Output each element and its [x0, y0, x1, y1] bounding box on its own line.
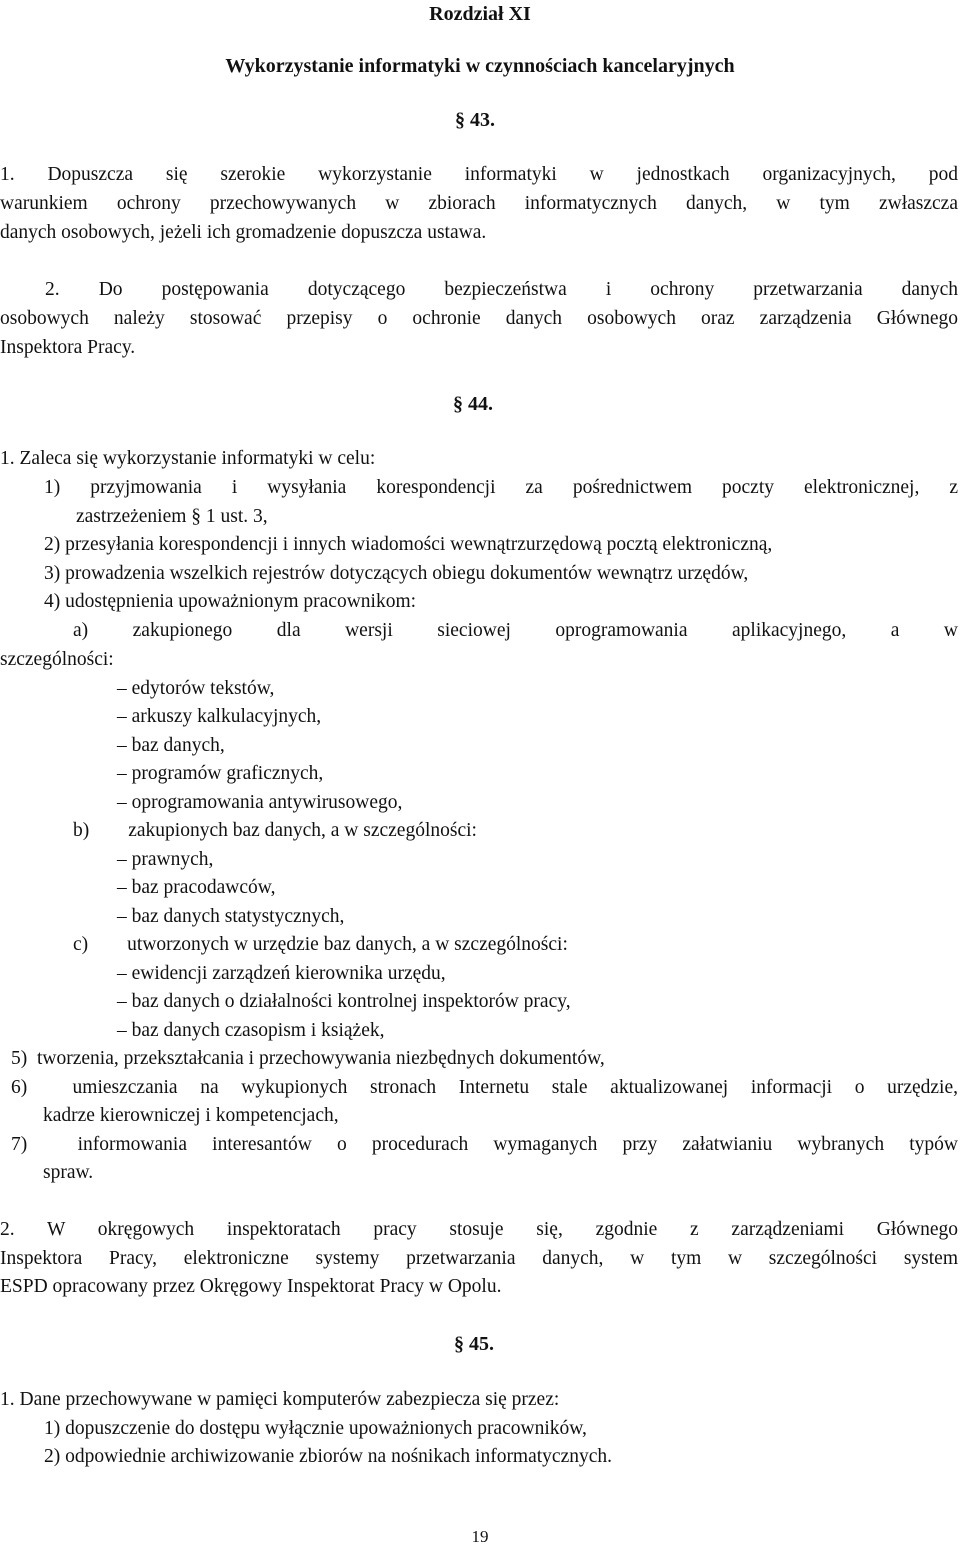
b-list-item: – prawnych,	[117, 849, 214, 870]
section-43-heading: § 43.	[455, 109, 495, 131]
s44-item5: 5) tworzenia, przekształcania i przechowywania niezbędnych dokumentów,	[11, 1048, 605, 1069]
s44-item3: 3) prowadzenia wszelkich rejestrów dotyczących obiegu dokumentów wewnątrz urzędów,	[44, 563, 749, 584]
s44-item1-line2: zastrzeżeniem § 1 ust. 3,	[76, 506, 268, 527]
s44-p1-intro: 1. Zaleca się wykorzystanie informatyki w celu:	[0, 448, 376, 469]
chapter-title: Rozdział XI	[429, 3, 531, 25]
s44-item4b: b) zakupionych baz danych, a w szczególności:	[73, 820, 477, 841]
s44-item4a-line2: szczególności:	[0, 649, 114, 670]
a-list-item: – baz danych,	[117, 735, 225, 756]
page-number: 19	[471, 1527, 489, 1546]
section-44-heading: § 44.	[453, 393, 493, 415]
c-list-item: – baz danych czasopism i książek,	[117, 1020, 385, 1041]
s44-item6-line1: 6) umieszczania na wykupionych stronach Internetu stale aktualizowanej informacji o urzędzie,	[11, 1077, 958, 1098]
chapter-subtitle: Wykorzystanie informatyki w czynnościach kancelaryjnych	[225, 55, 735, 77]
s45-item2: 2) odpowiednie archiwizowanie zbiorów na nośnikach informatycznych.	[44, 1446, 613, 1467]
c-list-item: – ewidencji zarządzeń kierownika urzędu,	[117, 963, 446, 984]
s45-item1: 1) dopuszczenie do dostępu wyłącznie upoważnionych pracowników,	[44, 1418, 587, 1439]
b-list-item: – baz danych statystycznych,	[117, 906, 345, 927]
s43-p2-line1: 2. Do postępowania dotyczącego bezpieczeństwa i ochrony przetwarzania danych	[45, 279, 958, 300]
s43-p1-line2: warunkiem ochrony przechowywanych w zbiorach informatycznych danych, w tym zwłaszcza	[0, 193, 958, 214]
s43-p2-line2: osobowych należy stosować przepisy o ochronie danych osobowych oraz zarządzenia Głównego	[0, 308, 958, 329]
section-45-heading: § 45.	[454, 1333, 494, 1355]
a-list-item: – arkuszy kalkulacyjnych,	[117, 706, 322, 727]
s43-p2-line3: Inspektora Pracy.	[0, 337, 136, 358]
s44-item7-line1: 7) informowania interesantów o procedurach wymaganych przy załatwianiu wybranych typów	[11, 1134, 958, 1155]
a-list-item: – oprogramowania antywirusowego,	[117, 792, 403, 813]
s44-p2-line3: ESPD opracowany przez Okręgowy Inspektorat Pracy w Opolu.	[0, 1276, 502, 1297]
c-list-item: – baz danych o działalności kontrolnej inspektorów pracy,	[117, 991, 571, 1012]
s44-item2: 2) przesyłania korespondencji i innych wiadomości wewnątrzurzędową pocztą elektroniczną,	[44, 534, 773, 555]
b-list-item: – baz pracodawców,	[117, 877, 276, 898]
a-list-item: – programów graficznych,	[117, 763, 324, 784]
s43-p1-line1: 1. Dopuszcza się szerokie wykorzystanie informatyki w jednostkach organizacyjnych, pod	[0, 164, 958, 185]
s44-item7-line2: spraw.	[43, 1162, 94, 1183]
s44-item4c: c) utworzonych w urzędzie baz danych, a w szczególności:	[73, 934, 568, 955]
s43-p1-line3: danych osobowych, jeżeli ich gromadzenie dopuszcza ustawa.	[0, 222, 487, 243]
s44-p2-line1: 2. W okręgowych inspektoratach pracy stosuje się, zgodnie z zarządzeniami Głównego	[0, 1219, 958, 1240]
s44-item4: 4) udostępnienia upoważnionym pracownikom:	[44, 591, 417, 612]
s44-item1-line1: 1) przyjmowania i wysyłania korespondencji za pośrednictwem poczty elektronicznej, z	[44, 477, 958, 498]
a-list-item: – edytorów tekstów,	[117, 678, 275, 699]
s44-p2-line2: Inspektora Pracy, elektroniczne systemy przetwarzania danych, w tym w szczególności system	[0, 1248, 958, 1269]
s44-item6-line2: kadrze kierowniczej i kompetencjach,	[43, 1105, 339, 1126]
s44-item4a-line1: a) zakupionego dla wersji sieciowej oprogramowania aplikacyjnego, a w	[73, 620, 958, 641]
s45-p1-intro: 1. Dane przechowywane w pamięci komputerów zabezpiecza się przez:	[0, 1389, 560, 1410]
